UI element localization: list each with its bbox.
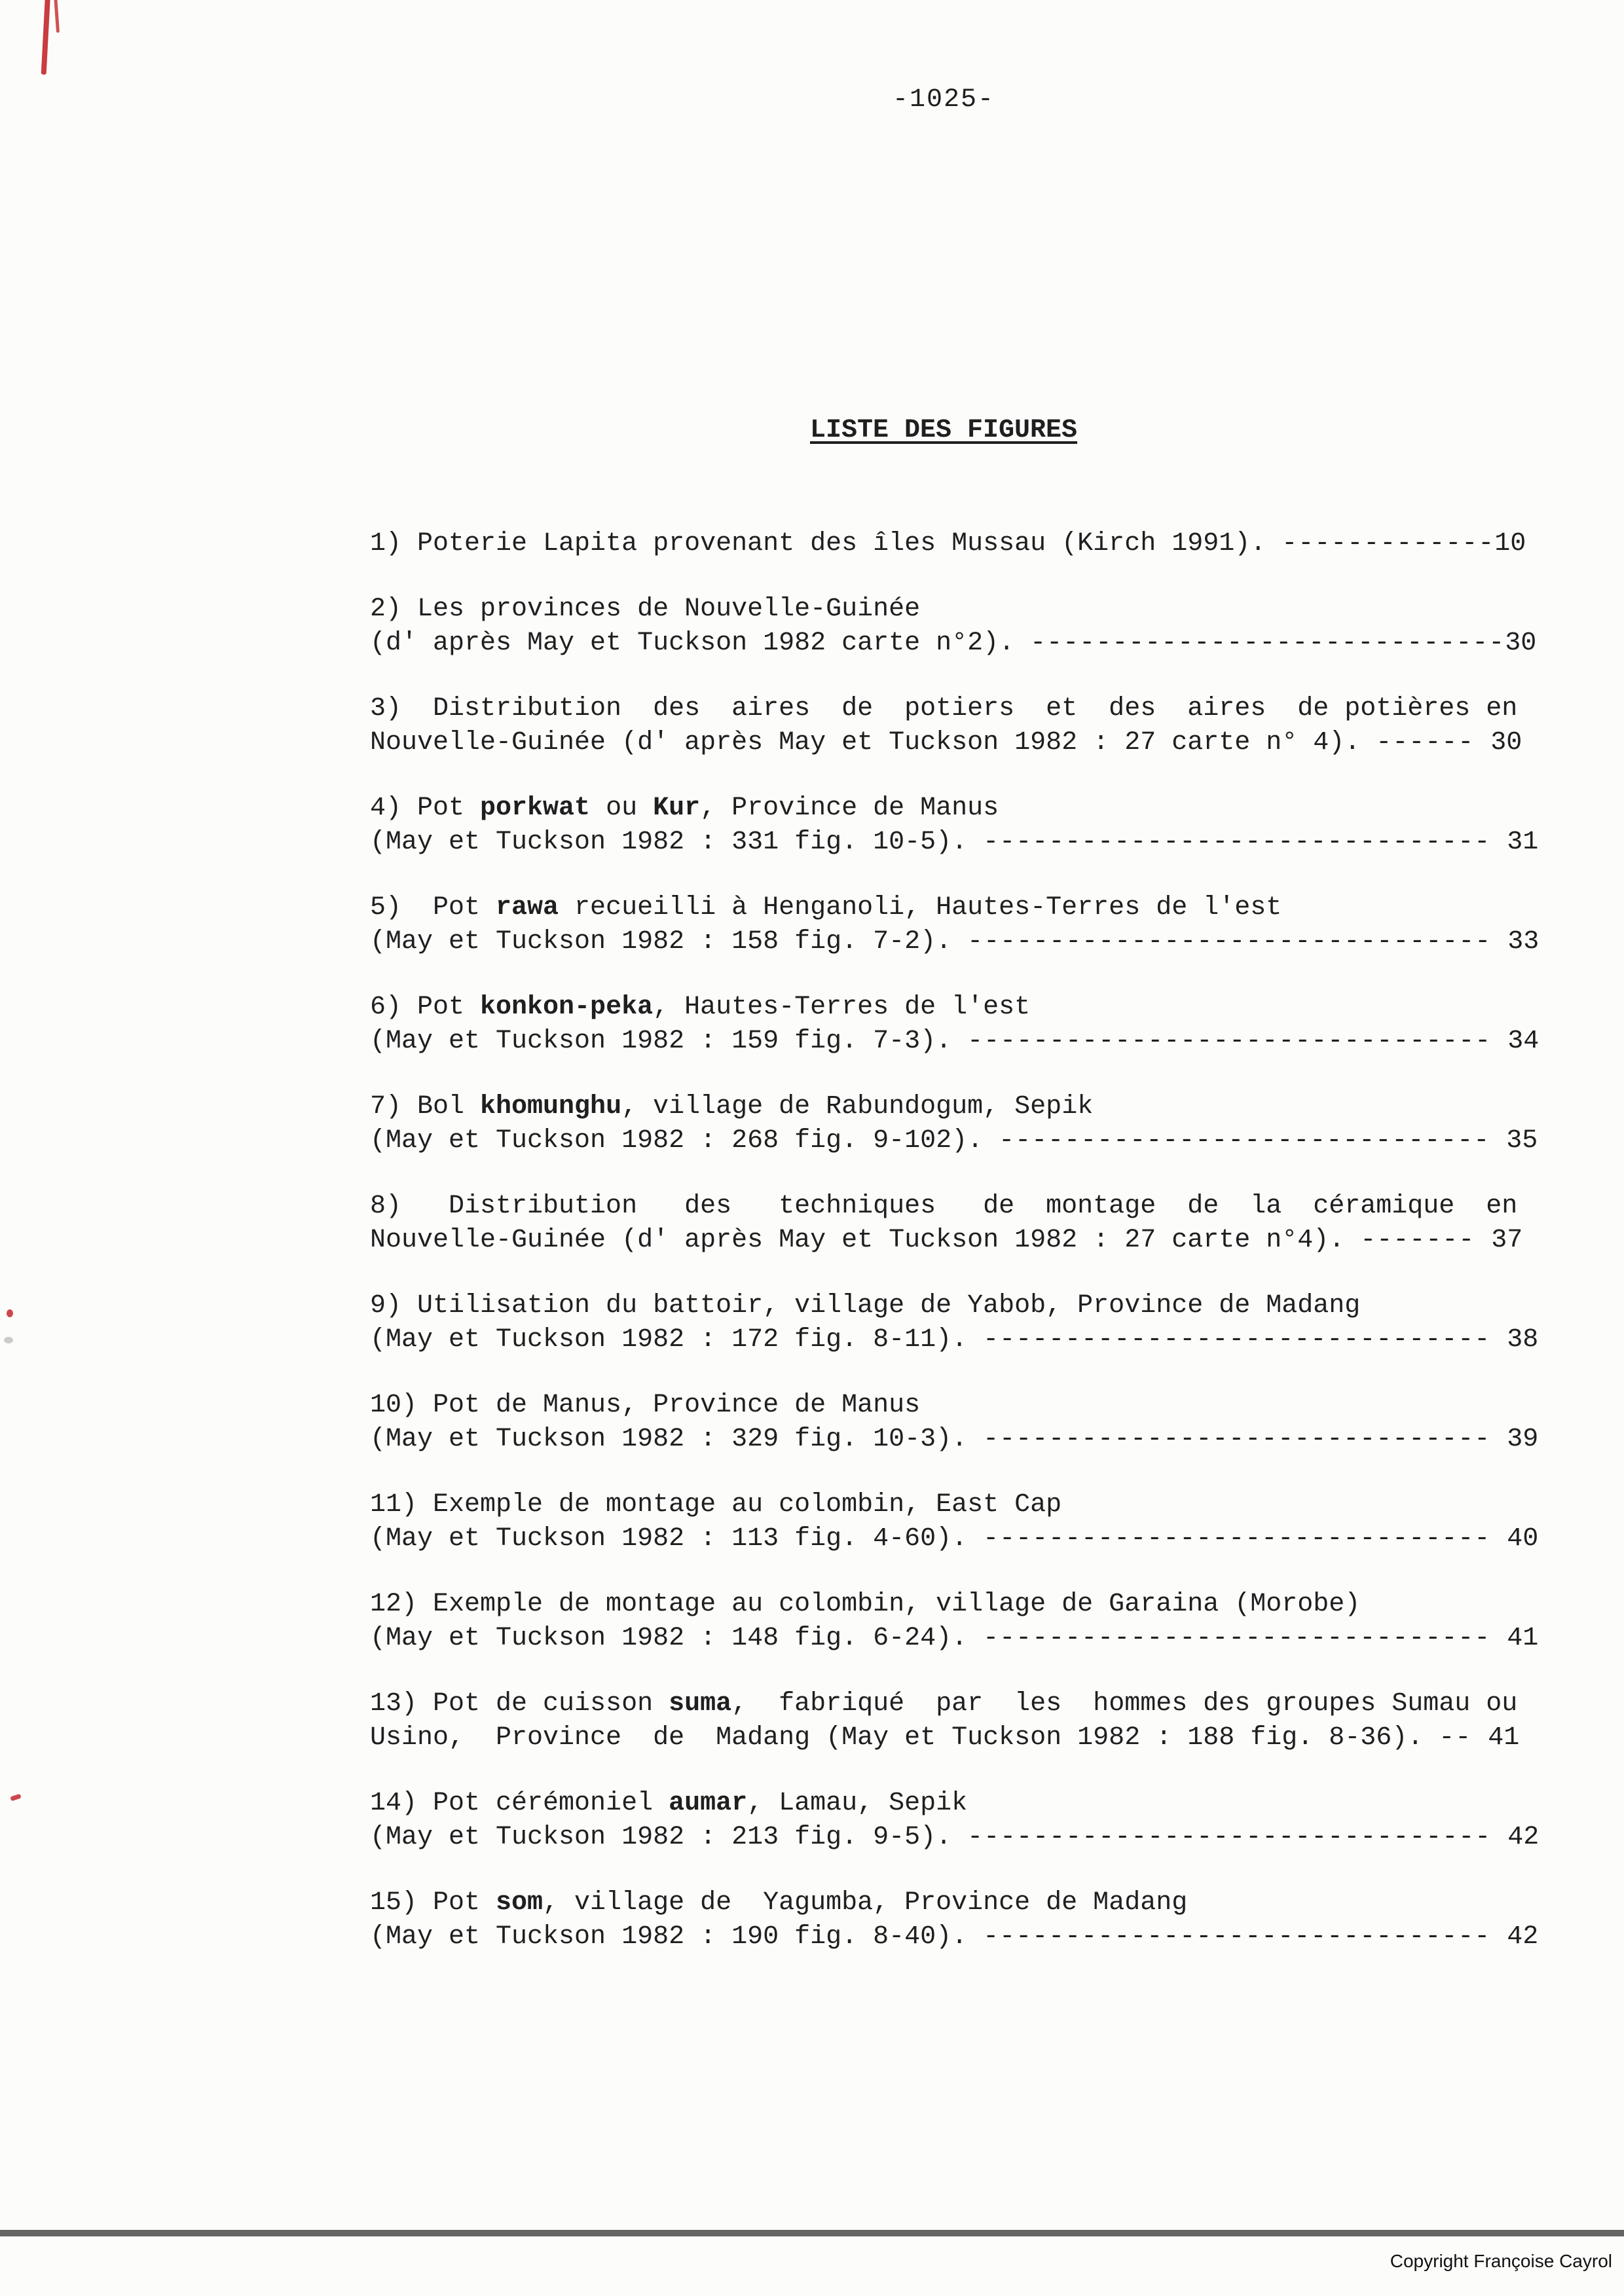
figure-line [370, 726, 1522, 760]
figure-term-bold: aumar [669, 1789, 748, 1818]
dash-leader: ------ [1376, 728, 1491, 757]
figure-text: 2) Les provinces de Nouvelle-Guinée [370, 594, 921, 624]
dash-leader: ------------------------------- [983, 1524, 1507, 1554]
figure-entry [370, 527, 1526, 561]
figure-entry [370, 692, 1522, 760]
figure-text: 8) Distribution des techniques de montage de la céramique en [370, 1192, 1518, 1221]
figure-text: , Hautes-Terres de l'est [653, 993, 1031, 1022]
figure-term-bold: rawa [496, 893, 559, 922]
figure-line [370, 1522, 1539, 1556]
figure-text: 10) Pot de Manus, Province de Manus [370, 1391, 921, 1420]
dash-leader: ------------------------------- [983, 1425, 1507, 1454]
figure-text: (d' après May et Tuckson 1982 carte n°2). [370, 629, 1031, 658]
figure-line [370, 826, 1539, 860]
figure-text: , village de Yagumba, Province de Madang [543, 1888, 1188, 1918]
figure-line [370, 1920, 1539, 1954]
figure-line [370, 1423, 1539, 1457]
figure-page-ref: 10 [1494, 529, 1526, 558]
figure-line [370, 1389, 1522, 1423]
figure-text: Nouvelle-Guinée (d' après May et Tuckson 1982 : 27 carte n° 4). [370, 728, 1376, 757]
dash-leader: ------- [1360, 1226, 1492, 1255]
figure-entry [370, 1886, 1539, 1954]
figure-line [370, 1787, 1522, 1821]
figure-page-ref: 41 [1488, 1723, 1520, 1753]
figure-line [370, 1090, 1522, 1124]
red-pen-mark [7, 1309, 13, 1317]
figure-line [370, 1886, 1522, 1920]
figure-line [370, 1124, 1538, 1158]
figure-text: recueilli à Henganoli, Hautes-Terres de l'est [559, 893, 1282, 922]
dash-leader: -- [1439, 1723, 1488, 1753]
figure-line [370, 1224, 1522, 1258]
figure-text: (May et Tuckson 1982 : 213 fig. 9-5). [370, 1823, 968, 1852]
figure-line [370, 1289, 1522, 1323]
figure-text: 5) Pot [370, 893, 496, 922]
figure-page-ref: 41 [1507, 1624, 1539, 1653]
figure-text: (May et Tuckson 1982 : 190 fig. 8-40). [370, 1922, 984, 1952]
red-pen-mark [41, 0, 51, 75]
figure-line [370, 1025, 1540, 1059]
figure-text: 15) Pot [370, 1888, 496, 1918]
figure-page-ref: 39 [1507, 1425, 1539, 1454]
figure-page-ref: 42 [1507, 1922, 1539, 1952]
figure-line [370, 1721, 1522, 1755]
figure-text: 7) Bol [370, 1092, 481, 1121]
figure-page-ref: 38 [1507, 1325, 1539, 1355]
figure-entry [370, 991, 1540, 1059]
copyright-notice: Copyright Françoise Cayrol [1390, 2251, 1612, 2271]
figure-text: , fabriqué par les hommes des groupes Sumau ou [731, 1689, 1518, 1719]
figure-term-bold: porkwat [480, 793, 591, 823]
figure-text: 3) Distribution des aires de potiers et des aires de potières en [370, 694, 1518, 723]
figure-text: 6) Pot [370, 993, 481, 1022]
figure-line [370, 891, 1522, 925]
figure-entry [370, 1787, 1540, 1855]
figure-entry [370, 1488, 1539, 1556]
figure-page-ref: 30 [1505, 629, 1537, 658]
figure-entry [370, 1090, 1538, 1158]
figure-page-ref: 30 [1490, 728, 1522, 757]
dash-leader: -------------------------------- [967, 927, 1508, 957]
figure-term-bold: Kur [653, 793, 701, 823]
dash-leader: ------------------------------- [983, 1325, 1507, 1355]
figure-line [370, 1323, 1539, 1357]
dash-leader: ------------------------------ [999, 1126, 1507, 1156]
figure-entry [370, 792, 1539, 860]
figure-line [370, 1190, 1522, 1224]
figure-line [370, 692, 1522, 726]
figure-line [370, 592, 1522, 627]
figure-line [370, 1687, 1522, 1721]
figure-line [370, 1488, 1522, 1522]
figure-text: Usino, Province de Madang (May et Tuckson 1982 : 188 fig. 8-36). [370, 1723, 1439, 1753]
scan-edge-bar [0, 2230, 1624, 2236]
figure-text: , village de Rabundogum, Sepik [621, 1092, 1094, 1121]
figure-text: Nouvelle-Guinée (d' après May et Tuckson 1982 : 27 carte n°4). [370, 1226, 1361, 1255]
dash-leader: ------------------------------- [983, 1624, 1507, 1653]
figure-text: (May et Tuckson 1982 : 158 fig. 7-2). [370, 927, 968, 957]
figure-page-ref: 34 [1507, 1027, 1540, 1056]
dash-leader: ----------------------------- [1030, 629, 1505, 658]
figure-text: 4) Pot [370, 793, 481, 823]
figure-text: 13) Pot de cuisson [370, 1689, 669, 1719]
figure-entry [370, 592, 1537, 661]
figure-text: (May et Tuckson 1982 : 268 fig. 9-102). [370, 1126, 999, 1156]
figure-text: (May et Tuckson 1982 : 331 fig. 10-5). [370, 828, 984, 857]
figure-entry [370, 1588, 1539, 1656]
figure-term-bold: konkon-peka [480, 993, 654, 1022]
figure-entry [370, 1687, 1522, 1755]
figure-text: (May et Tuckson 1982 : 329 fig. 10-3). [370, 1425, 984, 1454]
figure-entry [370, 1289, 1539, 1357]
dash-leader: -------------------------------- [967, 1823, 1508, 1852]
figure-entry [370, 1389, 1539, 1457]
figure-text: (May et Tuckson 1982 : 113 fig. 4-60). [370, 1524, 984, 1554]
figure-term-bold: suma [669, 1689, 732, 1719]
figure-entry [370, 1190, 1522, 1258]
figure-text: (May et Tuckson 1982 : 148 fig. 6-24). [370, 1624, 984, 1653]
figure-text: 11) Exemple de montage au colombin, East Cap [370, 1490, 1062, 1520]
page-number: -1025- [892, 85, 995, 115]
figure-text: 1) Poterie Lapita provenant des îles Mussau (Kirch 1991). [370, 529, 1282, 558]
figure-page-ref: 40 [1507, 1524, 1539, 1554]
red-pen-mark [54, 0, 60, 33]
figure-line [370, 1588, 1522, 1622]
figure-text: 9) Utilisation du battoir, village de Yabob, Province de Madang [370, 1291, 1361, 1321]
scan-smudge [4, 1337, 13, 1343]
figure-page-ref: 35 [1506, 1126, 1538, 1156]
figure-text: 12) Exemple de montage au colombin, village de Garaina (Morobe) [370, 1590, 1361, 1619]
figure-text: 14) Pot cérémoniel [370, 1789, 669, 1818]
dash-leader: ------------- [1282, 529, 1495, 558]
figure-line [370, 627, 1537, 661]
figure-line [370, 925, 1540, 959]
document-title: LISTE DES FIGURES [809, 416, 1078, 445]
figure-line [370, 527, 1526, 561]
figure-term-bold: som [496, 1888, 544, 1918]
figure-line [370, 1622, 1539, 1656]
figure-text: (May et Tuckson 1982 : 159 fig. 7-3). [370, 1027, 968, 1056]
figure-line [370, 792, 1522, 826]
dash-leader: ------------------------------- [983, 1922, 1507, 1952]
figure-page-ref: 37 [1491, 1226, 1523, 1255]
dash-leader: -------------------------------- [967, 1027, 1508, 1056]
figure-line [370, 1821, 1540, 1855]
figure-entry [370, 891, 1540, 959]
figure-list [370, 527, 1540, 1986]
figure-text: , Lamau, Sepik [747, 1789, 968, 1818]
figure-line [370, 991, 1522, 1025]
figure-text: , Province de Manus [700, 793, 999, 823]
red-pen-mark [10, 1794, 21, 1802]
dash-leader: ------------------------------- [983, 828, 1507, 857]
figure-term-bold: khomunghu [480, 1092, 622, 1121]
figure-page-ref: 31 [1507, 828, 1539, 857]
figure-text: ou [590, 793, 654, 823]
figure-page-ref: 33 [1507, 927, 1540, 957]
figure-page-ref: 42 [1507, 1823, 1540, 1852]
figure-text: (May et Tuckson 1982 : 172 fig. 8-11). [370, 1325, 984, 1355]
